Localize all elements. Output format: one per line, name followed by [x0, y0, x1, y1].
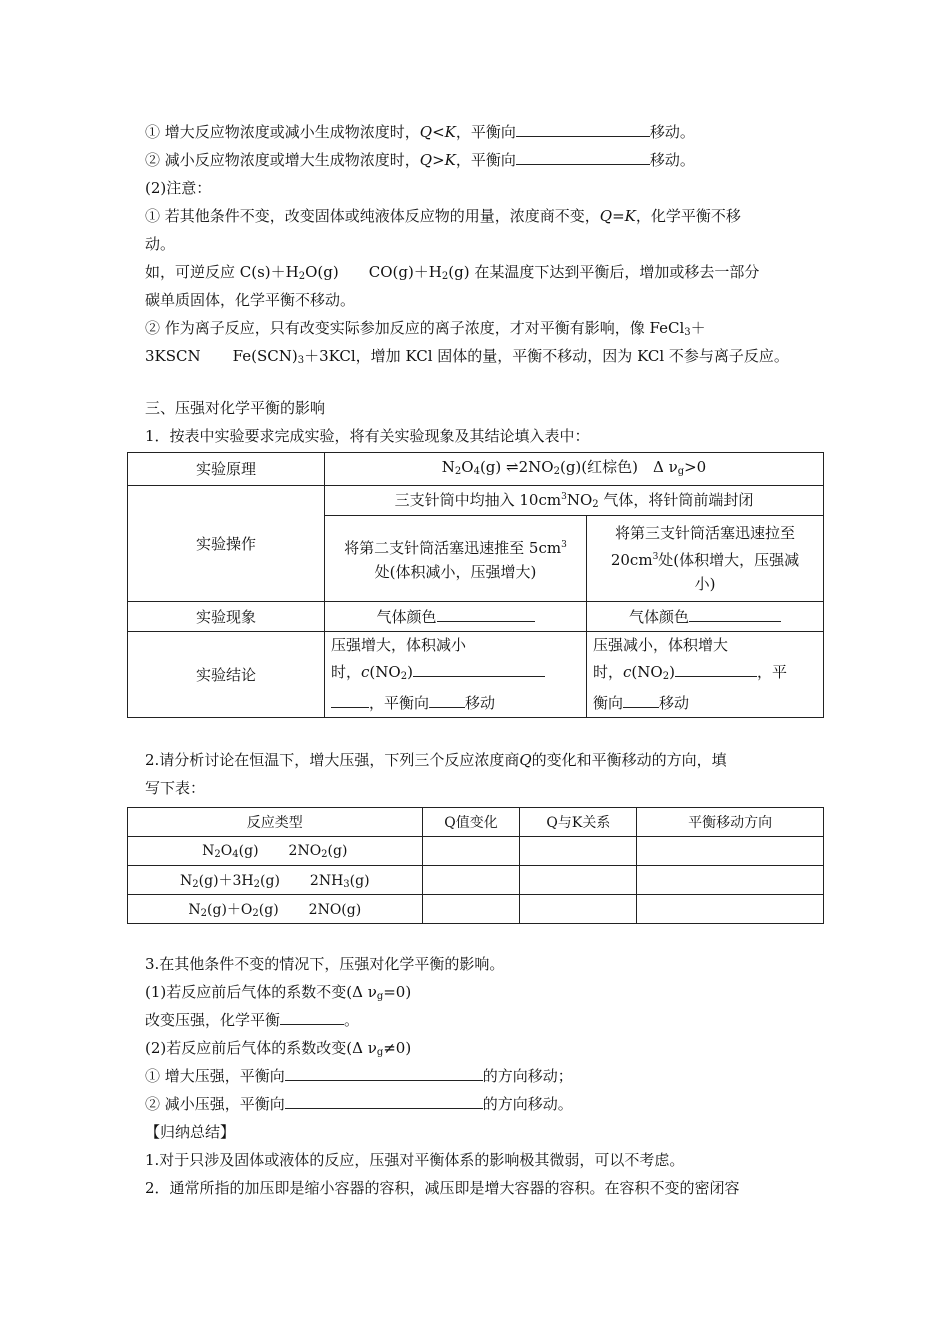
text-line-4: ① 若其他条件不变，改变固体或纯液体反应物的用量，浓度商不变，Q=K，化学平衡不移 — [145, 207, 741, 225]
experiment-table — [127, 452, 824, 718]
question-3: 3.在其他条件不变的情况下，压强对化学平衡的影响。 — [145, 955, 505, 973]
operation-syringe-3: 将第三支针筒活塞迅速拉至 $20cm^3$处(体积增大，压强减 小) — [587, 516, 823, 602]
fill-blank[interactable] — [413, 662, 545, 677]
answer-cell[interactable] — [520, 837, 637, 866]
reaction-cell: $N_2O_4(g)$ $2NO_2(g)$ — [128, 837, 423, 866]
fill-blank[interactable] — [429, 693, 465, 708]
phenomenon-label: 实验现象 — [128, 602, 325, 632]
header-q-k-relation: Q与K关系 — [520, 808, 637, 837]
fill-blank[interactable] — [285, 1066, 483, 1081]
question-2-cont: 写下表： — [145, 779, 206, 797]
text-line-p1: (1)若反应前后气体的系数不变(Δ $\nu_g=0$) — [145, 983, 412, 1002]
fill-blank[interactable] — [623, 693, 659, 708]
summary-note-2: 2．通常所指的加压即是缩小容器的容积，减压即是增大容器的容积。在容积不变的密闭容 — [145, 1179, 740, 1197]
text-line-6: 如，可逆反应 $C(s)+H_2O(g)$ $CO(g)+H_2(g)$ 在某温度下达到平衡后，增加或移去一部分 — [145, 263, 760, 282]
fill-blank[interactable] — [516, 122, 650, 137]
reaction-cell: $N_2(g)+O_2(g)$ 2NO(g) — [128, 895, 423, 924]
answer-cell[interactable] — [422, 866, 520, 895]
text-line-1: ① 增大反应物浓度或减小生成物浓度时，Q<K，平衡向 移动。 — [145, 123, 695, 141]
answer-cell[interactable] — [422, 837, 520, 866]
header-q-change: Q值变化 — [422, 808, 520, 837]
fill-blank[interactable] — [280, 1010, 344, 1025]
summary-note-1: 1.对于只涉及固体或液体的反应，压强对平衡体系的影响极其微弱，可以不考虑。 — [145, 1151, 685, 1169]
section-heading: 三、压强对化学平衡的影响 — [145, 399, 326, 417]
answer-cell[interactable] — [422, 895, 520, 924]
reaction-cell: $N_2(g)+3H_2(g)$ $2NH_3(g)$ — [128, 866, 423, 895]
answer-cell[interactable] — [637, 866, 824, 895]
text-line-5: 动。 — [145, 235, 176, 253]
header-reaction-type: 反应类型 — [128, 808, 423, 837]
answer-cell[interactable] — [637, 837, 824, 866]
fill-blank[interactable] — [689, 607, 781, 622]
pressure-effect-table — [127, 807, 824, 924]
text-line-p4: ① 增大压强，平衡向 的方向移动； — [145, 1067, 573, 1085]
equilibrium-arrow-icon: ⇌ — [506, 457, 519, 476]
answer-cell[interactable] — [637, 895, 824, 924]
conclusion-label: 实验结论 — [128, 632, 325, 717]
fill-blank[interactable] — [437, 607, 535, 622]
answer-cell[interactable] — [520, 895, 637, 924]
table-row — [128, 895, 824, 924]
text-line-3: (2)注意： — [145, 179, 212, 197]
operation-label: 实验操作 — [128, 486, 325, 602]
operation-common: 三支针筒中均抽入 $10cm^3NO_2$ 气体，将针筒前端封闭 — [325, 486, 823, 516]
header-shift-direction: 平衡移动方向 — [637, 808, 824, 837]
fill-blank[interactable] — [675, 662, 757, 677]
text-line-9: 3KSCN $Fe(SCN)_3+3KCl$，增加 KCl 固体的量，平衡不移动，因为 KCl 不参与离子反应。 — [145, 347, 789, 366]
question-1: 1．按表中实验要求完成实验，将有关实验现象及其结论填入表中： — [145, 427, 590, 445]
answer-cell[interactable] — [520, 866, 637, 895]
table-header-row — [128, 808, 824, 837]
conclusion-syringe-3: 压强减小，体积增大 时，$c(NO_2)$ ，平 衡向 移动 — [593, 636, 787, 712]
text-line-p2: 改变压强，化学平衡 。 — [145, 1011, 360, 1029]
text-line-p5: ② 减小压强，平衡向 的方向移动。 — [145, 1095, 573, 1113]
phenomenon-syringe-2: 气体颜色 — [325, 602, 587, 632]
text-line-p3: (2)若反应前后气体的系数改变(Δ $\nu_g\ne 0$) — [145, 1039, 412, 1058]
table-row — [128, 866, 824, 895]
fill-blank[interactable] — [331, 693, 369, 708]
principle-equation: $N_2O_4(g)$ $\rightleftharpoons 2NO_2(g)$(红棕色) Δ $\nu_g>0$ — [325, 453, 823, 486]
summary-heading: 【归纳总结】 — [145, 1123, 236, 1141]
operation-syringe-2: 将第二支针筒活塞迅速推至 $5cm^3$ 处(体积减小，压强增大) — [325, 516, 587, 602]
text-line-8: ② 作为离子反应，只有改变实际参加反应的离子浓度，才对平衡有影响，像 FeCl$_3$＋ — [145, 319, 706, 338]
fill-blank[interactable] — [285, 1094, 483, 1109]
principle-label: 实验原理 — [128, 453, 325, 486]
conclusion-syringe-2: 压强增大，体积减小 时，$c(NO_2)$ ，平衡向 移动 — [325, 632, 587, 717]
fill-blank[interactable] — [516, 150, 650, 165]
phenomenon-syringe-3: 气体颜色 — [587, 602, 823, 632]
table-row — [128, 837, 824, 866]
text-line-7: 碳单质固体，化学平衡不移动。 — [145, 291, 356, 309]
question-2: 2.请分析讨论在恒温下，增大压强，下列三个反应浓度商Q的变化和平衡移动的方向，填 — [145, 751, 727, 769]
text-line-2: ② 减小反应物浓度或增大生成物浓度时，Q>K，平衡向 移动。 — [145, 151, 695, 169]
